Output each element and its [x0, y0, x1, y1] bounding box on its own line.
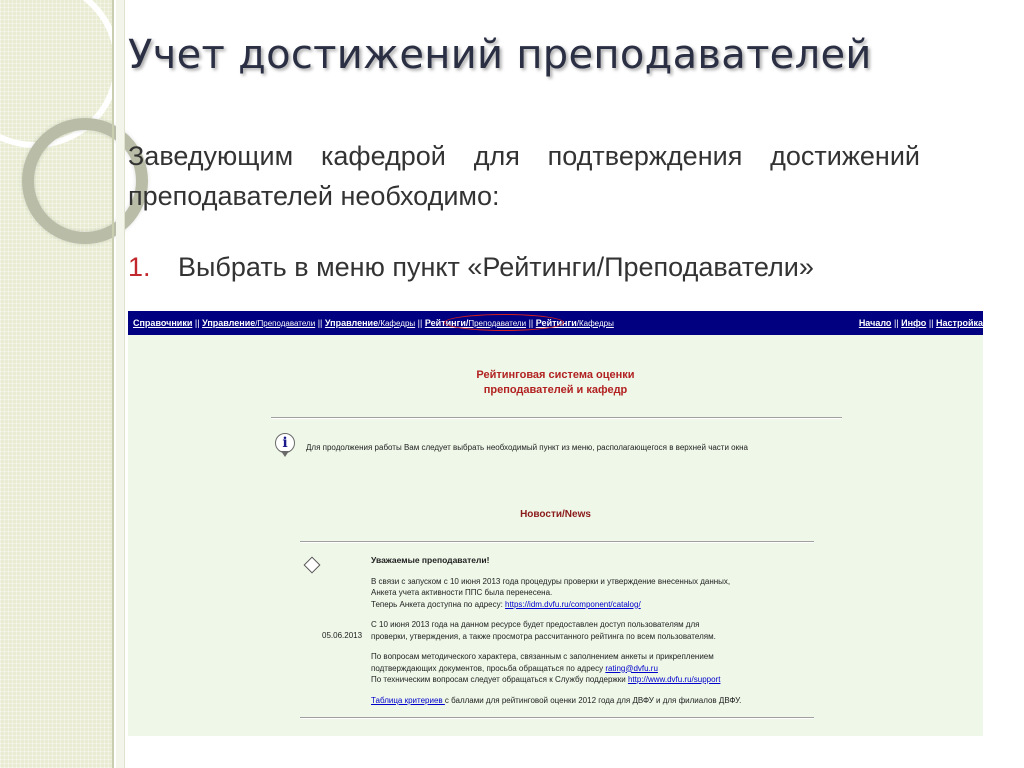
divider — [300, 717, 814, 719]
strip-edge — [112, 0, 114, 768]
nav-highlight-oval — [444, 314, 564, 331]
site-heading-line2: преподавателей и кафедр — [483, 384, 628, 396]
nav-right-group — [859, 318, 983, 328]
nav-subitem-ratings-departments[interactable]: /Кафедры — [576, 319, 614, 328]
news-date: 05.06.2013 — [322, 631, 363, 640]
news-text: С 10 июня 2013 года на данном ресурсе будет предоставлен доступ пользователям для — [371, 620, 700, 629]
nav-subitem-departments[interactable]: /Кафедры — [378, 319, 416, 328]
news-paragraph-3 — [371, 651, 831, 686]
strip-edge — [116, 0, 124, 768]
nav-item-info[interactable]: Инфо — [901, 318, 927, 328]
diamond-bullet-icon — [304, 557, 321, 574]
nav-separator: || — [417, 318, 423, 328]
nav-item-home[interactable]: Начало — [858, 318, 892, 328]
decorative-side-strip — [0, 0, 112, 768]
news-paragraph-4 — [371, 695, 831, 707]
criteria-table-link[interactable]: Таблица критериев — [371, 695, 445, 705]
news-heading: Новости/News — [520, 509, 591, 520]
slide-step-1 — [128, 252, 814, 283]
nav-subitem-ratings-teachers[interactable]: Преподаватели — [468, 319, 527, 328]
news-body — [371, 555, 831, 715]
site-heading — [128, 368, 983, 398]
step-number: 1. — [128, 252, 151, 282]
nav-item-ratings-departments[interactable]: Рейтинги — [535, 318, 577, 328]
site-heading-line1: Рейтинговая система оценки — [476, 369, 635, 381]
nav-separator: || — [928, 318, 934, 328]
nav-separator: || — [893, 318, 899, 328]
news-greeting: Уважаемые преподаватели! — [371, 555, 490, 565]
nav-subitem-teachers[interactable]: /Преподаватели — [255, 319, 316, 328]
nav-item-ratings-teachers[interactable]: Рейтинги/ — [424, 318, 469, 328]
slide-intro: Заведующим кафедрой для подтверждения достижений преподавателей необходимо: — [128, 141, 920, 211]
news-paragraph-2 — [371, 619, 831, 642]
nav-item-manage-departments[interactable]: Управление — [324, 318, 379, 328]
catalog-link[interactable]: https://idm.dvfu.ru/component/catalog/ — [505, 599, 641, 609]
news-text: проверки, утверждения, а также просмотра рассчитанного рейтинга по всем пользователям. — [371, 631, 716, 641]
news-text: По вопросам методического характера, связанным с заполнением анкеты и прикреплением — [371, 652, 714, 661]
slide-title: Учет достижений преподавателей — [128, 32, 872, 78]
support-link[interactable]: http://www.dvfu.ru/support — [627, 675, 721, 684]
news-paragraph-1 — [371, 576, 831, 611]
nav-separator: || — [317, 318, 323, 328]
info-icon: i — [275, 433, 295, 453]
nav-item-directories[interactable]: Справочники — [133, 318, 193, 328]
info-icon-tail — [281, 451, 289, 457]
news-text: По техническим вопросам следует обращаться к Службу поддержки — [371, 675, 628, 684]
site-nav-bar — [128, 311, 983, 335]
nav-separator: || — [194, 318, 200, 328]
step-text: Выбрать в меню пункт «Рейтинги/Преподаватели» — [178, 252, 814, 282]
divider — [300, 541, 814, 543]
news-text: Теперь Анкета доступна по адресу: — [371, 599, 506, 609]
news-text: Анкета учета активности ППС была перенесена. — [371, 588, 553, 597]
divider — [271, 417, 842, 419]
nav-item-manage-teachers[interactable]: Управление — [202, 318, 256, 328]
strip-edge — [124, 0, 125, 768]
news-text: В связи с запуском с 10 июня 2013 года процедуры проверки и утверждение внесенных данных, — [371, 576, 731, 586]
site-screenshot — [128, 311, 983, 736]
nav-item-settings[interactable]: Настройка — [936, 318, 983, 328]
email-link[interactable]: rating@dvfu.ru — [605, 663, 658, 673]
nav-separator: || — [528, 318, 534, 328]
info-message: Для продолжения работы Вам следует выбрать необходимый пункт из меню, располагающегося в верхней части окна — [306, 443, 748, 452]
news-text: подтверждающих документов, просьба обращаться по адресу — [371, 663, 606, 673]
news-text: с баллами для рейтинговой оценки 2012 года для ДВФУ и для филиалов ДВФУ. — [444, 695, 742, 705]
